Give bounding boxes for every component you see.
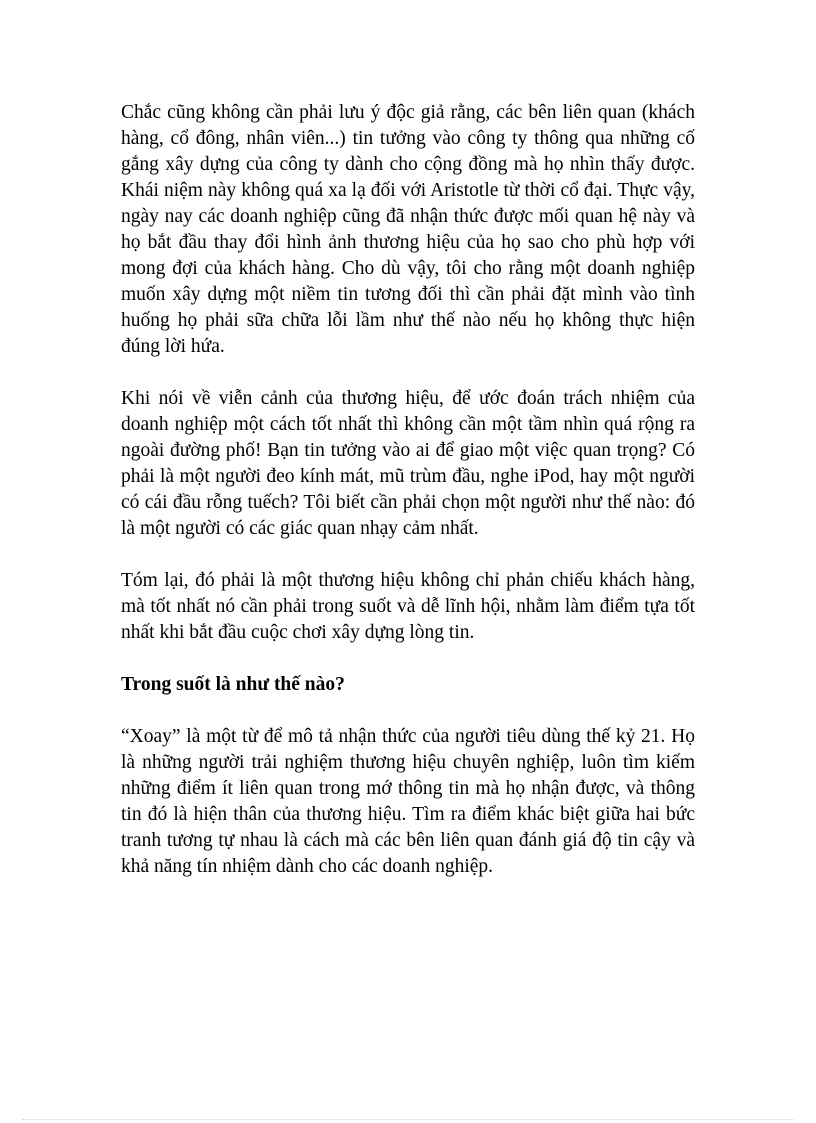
page-bottom-divider [22, 1119, 794, 1120]
paragraph-2: Khi nói về viễn cảnh của thương hiệu, để ước đoán trách nhiệm của doanh nghiệp một cách tốt nhất thì không cần một tầm nhìn quá rộng ra ngoài đường phố! Bạn tin tưởng vào ai để giao một việc quan trọng? Có phải là một người đeo kính mát, mũ trùm đầu, nghe iPod, hay một người có cái đầu rỗng tuếch? Tôi biết cần phải chọn một người như thế nào: đó là một người có các giác quan nhạy cảm nhất. [121, 388, 695, 539]
document-body [121, 100, 695, 906]
paragraph-4: “Xoay” là một từ để mô tả nhận thức của người tiêu dùng thế kỷ 21. Họ là những người trải nghiệm thương hiệu chuyên nghiệp, luôn tìm kiếm những điểm ít liên quan trong mớ thông tin mà họ nhận được, và thông tin đó là hiện thân của thương hiệu. Tìm ra điểm khác biệt giữa hai bức tranh tương tự nhau là cách mà các bên liên quan đánh giá độ tin cậy và khả năng tín nhiệm dành cho các doanh nghiệp. [121, 726, 695, 877]
paragraph-1: Chắc cũng không cần phải lưu ý độc giả rằng, các bên liên quan (khách hàng, cổ đông, nhân viên...) tin tưởng vào công ty thông qua những cố gắng xây dựng của công ty dành cho cộng đồng mà họ nhìn thấy được. Khái niệm này không quá xa lạ đối với Aristotle từ thời cổ đại. Thực vậy, ngày nay các doanh nghiệp cũng đã nhận thức được mối quan hệ này và họ bắt đầu thay đổi hình ảnh thương hiệu của họ sao cho phù hợp với mong đợi của khách hàng. Cho dù vậy, tôi cho rằng một doanh nghiệp muốn xây dựng một niềm tin tương đối thì cần phải đặt mình vào tình huống họ phải sữa chữa lỗi lầm như thế nào nếu họ không thực hiện đúng lời hứa. [121, 102, 695, 357]
section-heading: Trong suốt là như thế nào? [121, 674, 345, 695]
paragraph-3: Tóm lại, đó phải là một thương hiệu không chỉ phản chiếu khách hàng, mà tốt nhất nó cần phải trong suốt và dễ lĩnh hội, nhằm làm điểm tựa tốt nhất khi bắt đầu cuộc chơi xây dựng lòng tin. [121, 570, 695, 643]
